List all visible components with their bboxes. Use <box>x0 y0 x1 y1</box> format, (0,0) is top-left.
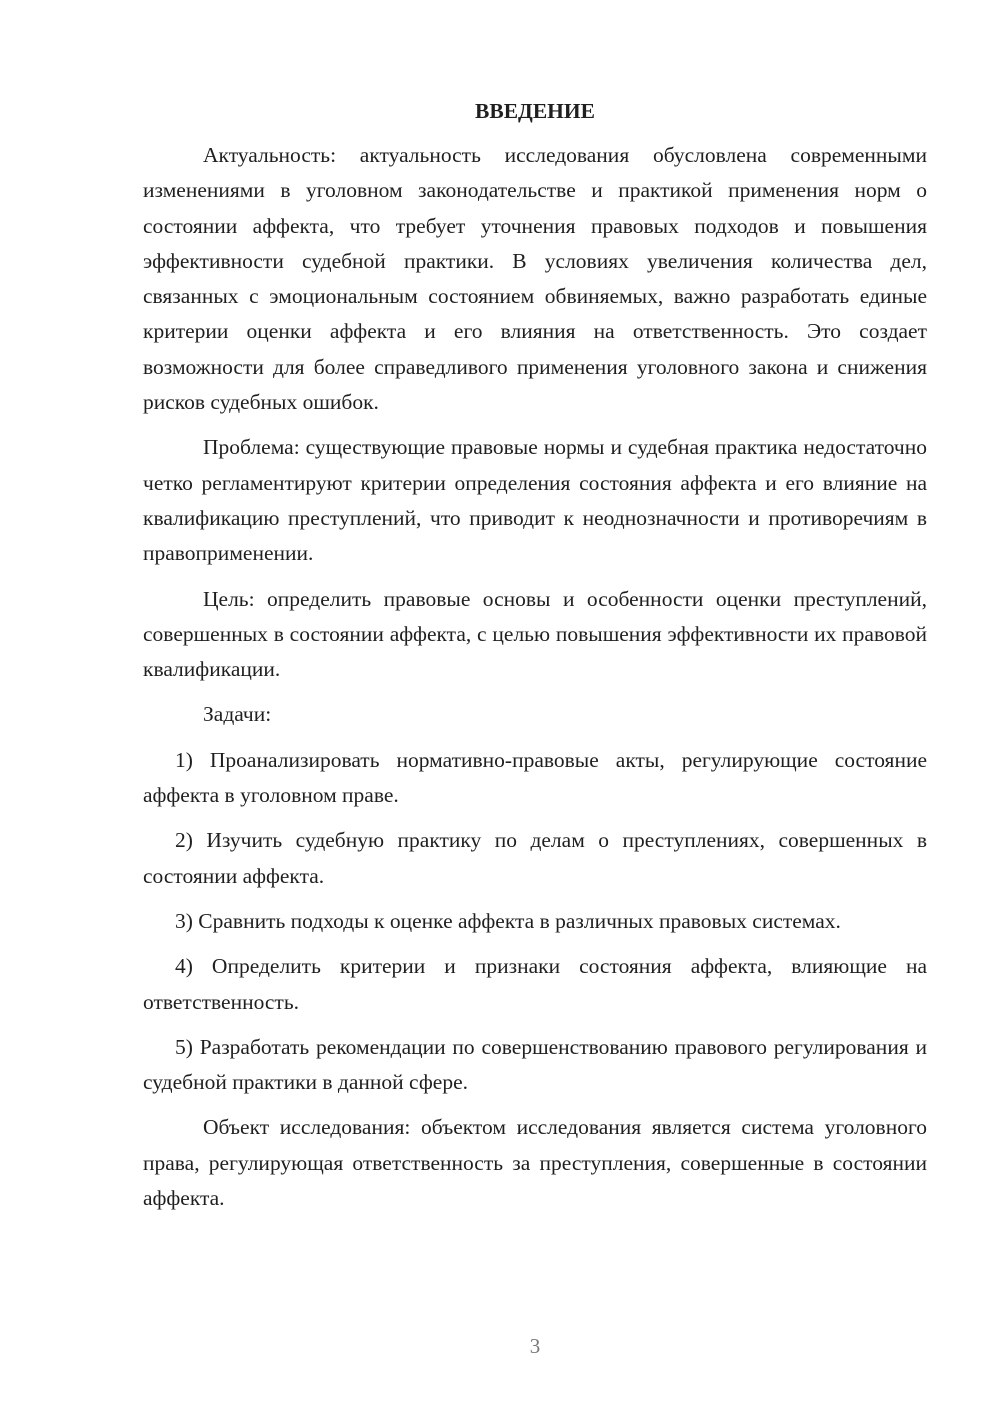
task-item-4: 4) Определить критерии и признаки состояния аффекта, влияющие на ответственность. <box>143 954 927 1014</box>
tasks-label: Задачи: <box>203 702 272 727</box>
task-item-3: 3) Сравнить подходы к оценке аффекта в различных правовых системах. <box>175 908 841 933</box>
goal-paragraph: Цель: определить правовые основы и особенности оценки преступлений, совершенных в состоянии аффекта, с целью повышения эффективности их правовой квалификации. <box>143 586 927 682</box>
task-item-1: 1) Проанализировать нормативно-правовые акты, регулирующие состояние аффекта в уголовном праве. <box>143 747 927 808</box>
relevance-paragraph: Актуальность: актуальность исследования обусловлена современными изменениями в уголовном законодательстве и практикой применения норм о состоянии аффекта, что требует уточнения правовых подходов и повышения эффективности судебной практики. В условиях увеличения количества дел, связанных с эмоциональным состоянием обвиняемых, важно разработать единые критерии оценки аффекта и его влияния на ответственность. Это создает возможности для более справедливого применения уголовного закона и снижения рисков судебных ошибок. <box>143 143 927 415</box>
document-page <box>143 94 927 1216</box>
section-heading: ВВЕДЕНИЕ <box>475 99 595 123</box>
object-paragraph: Объект исследования: объектом исследования является система уголовного права, регулирующая ответственность за преступления, совершенные в состоянии аффекта. <box>143 1115 927 1211</box>
page-number: 3 <box>529 1334 541 1358</box>
task-item-2: 2) Изучить судебную практику по делам о преступлениях, совершенных в состоянии аффекта. <box>143 828 927 888</box>
task-item-5: 5) Разработать рекомендации по совершенствованию правового регулирования и судебной практики в данной сфере. <box>143 1034 927 1095</box>
problem-paragraph: Проблема: существующие правовые нормы и судебная практика недостаточно четко регламентируют критерии определения состояния аффекта и его влияние на квалификацию преступлений, что приводит к неоднозначности и противоречиям в правоприменении. <box>143 435 927 566</box>
